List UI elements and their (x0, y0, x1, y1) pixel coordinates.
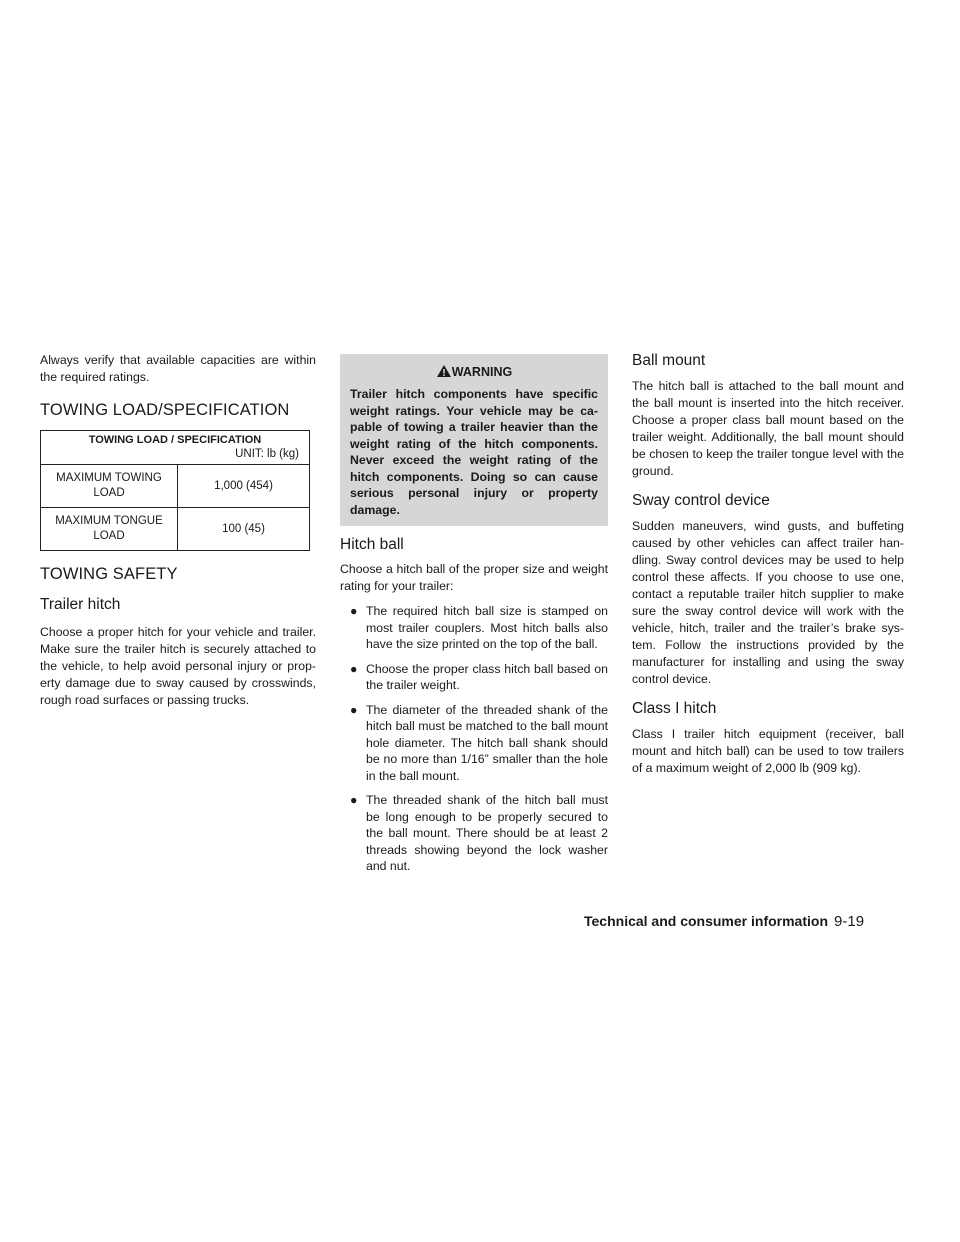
towing-safety-heading: TOWING SAFETY (40, 565, 178, 583)
ball-mount-text: The hitch ball is attached to the ball mount and the ball mount is inserted into the hitch receiver. Choose a proper class ball mount based on the trailer weight. Additionally, the ball mount should be chosen to keep the trailer tongue level with the ground. (632, 379, 904, 478)
footer-section-title: Technical and consumer information (584, 913, 829, 929)
warning-box (340, 354, 608, 526)
column-left (40, 352, 316, 709)
bullet-icon: ● (350, 604, 358, 618)
table-row (41, 508, 310, 551)
towing-load-heading: TOWING LOAD/SPECIFICATION (40, 401, 290, 419)
warning-header (350, 362, 598, 382)
bullet-icon: ● (350, 661, 358, 676)
trailer-hitch-text: Choose a proper hitch for your vehicle and trailer. Make sure the trailer hitch is securely attached to the vehicle, to help avoid personal injury or prop- erty damage due to sway caused by crosswinds, rough road surfaces or passing trucks. (40, 625, 316, 707)
list-item-text: The threaded shank of the hitch ball must be long enough to be properly secured to the ball mount. There should be at least 2 threads showing beyond the lock washer and nut. (366, 793, 608, 873)
page-number: 9-19 (834, 913, 865, 930)
bullet-icon: ● (350, 702, 358, 717)
table-row (41, 465, 310, 508)
class-hitch-text: Class I trailer hitch equipment (receiver, ball mount and hitch ball) can be used to tow trailers of a maximum weight of 2,000 lb (909 kg). (632, 727, 904, 775)
list-item-text: Choose the proper class hitch ball based on the trailer weight. (366, 661, 608, 692)
list-item-text: The required hitch ball size is stamped on most trailer couplers. Most hitch balls also have the size printed on the top of the ball. (366, 604, 608, 651)
list-item (350, 702, 608, 785)
sway-control-text: Sudden maneuvers, wind gusts, and buffeting caused by other vehicles can affect trailer han- dling. Sway control devices may be used to help control these affects. If you choose to use one, contact a reputable trailer hitch supplier to make sure the sway control device will work with the vehicle, hitch, trailer and the trailer’s brake sys- tem. Follow the instructions provided by the manufacturer for installing and using the sway control device. (632, 519, 904, 686)
sway-control-heading: Sway control device (632, 492, 770, 509)
row-label: MAXIMUM TOWING LOAD (41, 465, 178, 508)
intro-text: Always verify that available capacities are within the required ratings. (40, 353, 316, 384)
table-title: TOWING LOAD / SPECIFICATION (41, 431, 310, 447)
row-label: MAXIMUM TONGUE LOAD (41, 508, 178, 551)
page-footer (584, 913, 914, 931)
hitch-ball-heading: Hitch ball (340, 536, 404, 553)
column-middle (340, 352, 608, 883)
column-right (632, 352, 904, 777)
bullet-icon: ● (350, 793, 358, 807)
table-unit: UNIT: lb (kg) (41, 446, 310, 465)
list-item (350, 603, 608, 653)
trailer-hitch-heading: Trailer hitch (40, 596, 121, 613)
warning-label: WARNING (451, 365, 513, 379)
class-hitch-heading: Class I hitch (632, 700, 717, 717)
list-item (350, 661, 608, 694)
list-item-text: The diameter of the threaded shank of the hitch ball must be matched to the ball mount hole diameter. The hitch ball shank should be no more than 1/16” smaller than the hole in the ball mount. (366, 702, 608, 783)
ball-mount-heading: Ball mount (632, 352, 706, 369)
list-item (350, 792, 608, 875)
row-value: 100 (45) (178, 508, 310, 551)
hitch-ball-list (340, 603, 608, 875)
towing-spec-table (40, 430, 310, 551)
hitch-ball-intro: Choose a hitch ball of the proper size and weight rating for your trailer: (340, 562, 608, 593)
row-value: 1,000 (454) (178, 465, 310, 508)
warning-triangle-icon (436, 364, 452, 378)
warning-text: Trailer hitch components have specific weight ratings. Your vehicle may be ca- pable of towing a trailer heavier than the weight rating of the hitch components. Never exceed the weight rating of the hitch components. Doing so can cause serious personal injury or property damage. (350, 387, 598, 517)
